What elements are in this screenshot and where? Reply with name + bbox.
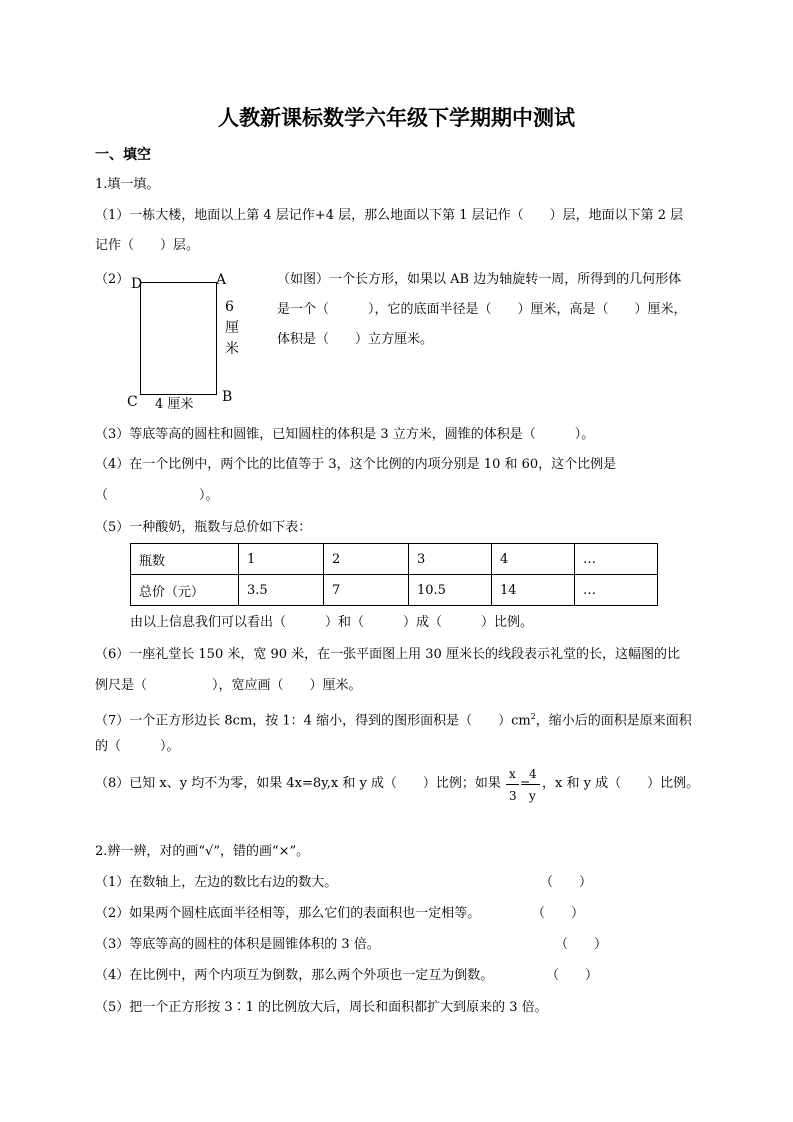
section-heading: 一、填空	[95, 147, 151, 163]
table-row	[131, 544, 658, 575]
rectangle-shape	[140, 282, 217, 395]
page-title: 人教新课标数学六年级下学期期中测试	[218, 106, 575, 130]
table-cell: 2	[324, 544, 409, 575]
table-cell: 7	[324, 575, 409, 606]
q2-item-1: （1）在数轴上，左边的数比右边的数大。	[95, 875, 338, 890]
fraction-1-numerator: x	[509, 767, 516, 781]
height-unit-label-2: 米	[225, 341, 239, 357]
q2-answer-paren-4: （ ）	[546, 968, 599, 983]
q1-4-line2: （ ）。	[95, 488, 219, 503]
table-cell: 4	[492, 544, 575, 575]
q1-7-text-b: ，缩小后的面积是原来面积	[535, 713, 692, 729]
question-2-heading: 2.辨一辨，对的画“√”，错的画“×”。	[95, 844, 310, 859]
q1-3-line: （3）等底等高的圆柱和圆锥，已知圆柱的体积是 3 立方米，圆锥的体积是（ ）。	[95, 427, 595, 442]
q2-answer-paren-1: （ ）	[540, 875, 593, 890]
price-table	[130, 543, 658, 606]
table-cell: 10.5	[409, 575, 492, 606]
table-cell: 14	[492, 575, 575, 606]
q1-2-line1: （如图）一个长方形，如果以 AB 边为轴旋转一周，所得到的几何形体	[277, 272, 682, 287]
vertex-b-label: B	[222, 389, 233, 405]
q1-8-part1: （8）已知 x、y 均不为零，如果 4x=8y,x 和 y 成（ ）比例；如果	[95, 776, 501, 791]
q2-answer-paren-2: （ ）	[532, 906, 585, 921]
vertex-c-label: C	[127, 394, 138, 410]
question-1-heading: 1.填一填。	[95, 177, 160, 192]
height-number-label: 6	[225, 299, 234, 315]
fraction-2-numerator: 4	[529, 767, 537, 781]
q1-6-line2: 例尺是（ ），宽应画（ ）厘米。	[95, 678, 362, 693]
q1-7-text-a: （7）一个正方形边长 8cm，按 1：4 缩小，得到的图形面积是（ ）cm	[95, 713, 531, 729]
fraction-2-denominator: y	[529, 789, 536, 803]
table-row	[131, 575, 658, 606]
q1-2-number: （2）	[95, 272, 130, 287]
q2-item-5: （5）把一个正方形按 3∶1 的比例放大后，周长和面积都扩大到原来的 3 倍。	[95, 1000, 548, 1015]
table-cell: 总价（元）	[131, 575, 239, 606]
q1-7-line1	[95, 708, 692, 730]
superscript-2: 2	[530, 712, 536, 721]
q1-5-after: 由以上信息我们可以看出（ ）和（ ）成（ ）比例。	[130, 615, 534, 630]
q1-5-intro: （5）一种酸奶，瓶数与总价如下表：	[95, 520, 312, 535]
q1-8-part2: ，x 和 y 成（ ）比例。	[542, 776, 700, 791]
fraction-2-bar	[527, 784, 540, 785]
vertex-a-label: A	[216, 272, 227, 288]
width-label: 4 厘米	[155, 397, 194, 412]
table-cell: 3.5	[239, 575, 324, 606]
q2-answer-paren-3: （ ）	[555, 937, 608, 952]
q2-item-2: （2）如果两个圆柱底面半径相等，那么它们的表面积也一定相等。	[95, 906, 481, 921]
q1-7-line2: 的（ ）。	[95, 739, 180, 754]
equals-sign: =	[520, 776, 531, 790]
vertex-d-label: D	[131, 276, 143, 292]
fraction-1-denominator: 3	[509, 789, 517, 803]
table-cell: …	[575, 544, 658, 575]
q1-1-line2: 记作（ ）层。	[95, 238, 200, 253]
q1-1-line1: （1）一栋大楼，地面以上第 4 层记作+4 层，那么地面以下第 1 层记作（ ）层，地面以下第 2 层	[95, 208, 684, 223]
q1-4-line1: （4）在一个比例中，两个比的比值等于 3，这个比例的内项分别是 10 和 60，这个比例是	[95, 457, 617, 472]
height-unit-label-1: 厘	[225, 320, 239, 336]
fraction-1-bar	[506, 784, 519, 785]
q2-item-3: （3）等底等高的圆柱的体积是圆锥体积的 3 倍。	[95, 937, 380, 952]
table-cell: 瓶数	[131, 544, 239, 575]
q1-2-line2: 是一个（ ），它的底面半径是（ ）厘米，高是（ ）厘米，	[277, 302, 687, 317]
table-cell: 1	[239, 544, 324, 575]
q2-item-4: （4）在比例中，两个内项互为倒数，那么两个外项也一定互为倒数。	[95, 968, 494, 983]
table-cell: 3	[409, 544, 492, 575]
table-cell: …	[575, 575, 658, 606]
q1-6-line1: （6）一座礼堂长 150 米，宽 90 米，在一张平面图上用 30 厘米长的线段表示礼堂的长，这幅图的比	[95, 647, 680, 662]
q1-2-line3: 体积是（ ）立方厘米。	[277, 332, 434, 347]
